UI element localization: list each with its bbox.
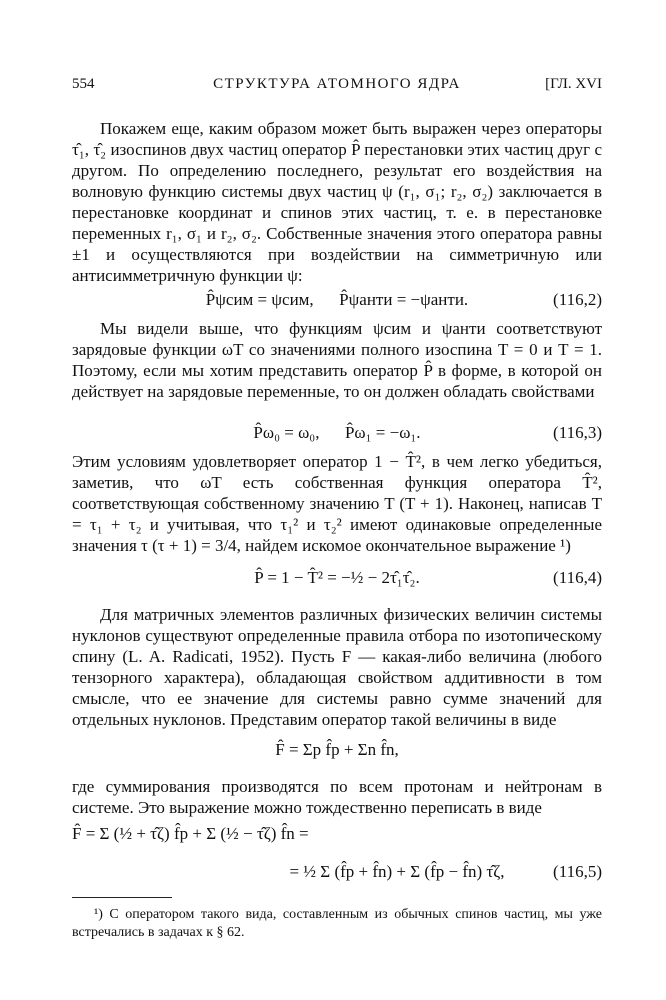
equation-number: (116,2): [553, 290, 602, 309]
equation-number: (116,5): [553, 862, 602, 881]
equation-formula: = ½ Σ (f̂p + f̂n) + Σ (f̂p − f̂n) τ̂ζ,: [289, 862, 505, 881]
equation-116-3: [72, 423, 602, 451]
equation-F-sum: [72, 740, 602, 768]
paragraph-operator-permutation: Покажем еще, каким образом может быть выражен через операторы τ̂₁, τ̂₂ изоспинов двух частиц оператор P̂ перестановки этих частиц друг с другом. По определению последнего, результат его воздействия на волновую функцию системы двух частиц ψ (r₁, σ₁; r₂, σ₂) заключается в перестановке координат и спинов этих частиц, т. е. в перестановке переменных r₁, σ₁ и r₂, σ₂. Собственные значения этого оператора равны ±1 и осуществляются при воздействии на симметричную или антисимметричную функции ψ:: [72, 119, 602, 285]
page-number: 554: [72, 76, 95, 92]
equation-formula: P̂ψсим = ψсим, P̂ψанти = −ψанти.: [205, 290, 469, 309]
paragraph-conditions: Этим условиям удовлетворяет оператор 1 − T̂², в чем легко убедиться, заметив, что ωT есть собственная функция оператора T̂², соответствующая собственному значению T (T + 1). Наконец, написав T = τ₁ + τ₂ и учитывая, что τ₁² и τ₂² имеют одинаковые определенные значения τ (τ + 1) = 3/4, найдем искомое окончательное выражение ¹): [72, 452, 602, 555]
equation-116-4: [72, 568, 602, 596]
equation-number: (116,3): [553, 423, 602, 442]
paragraph-charge-functions: Мы видели выше, что функциям ψсим и ψанти соответствуют зарядовые функции ωT со значениями полного изоспина T = 0 и T = 1. Поэтому, если мы хотим представить оператор P̂ в форме, в которой он действует на зарядовые переменные, то он должен обладать свойствами: [72, 319, 602, 401]
running-title: СТРУКТУРА АТОМНОГО ЯДРА: [213, 76, 461, 92]
chapter-label: [ГЛ. XVI: [545, 76, 602, 92]
equation-116-2: [72, 290, 602, 318]
equation-116-5-line2: [72, 862, 602, 890]
equation-formula: F̂ = Σ (½ + τ̂ζ) f̂p + Σ (½ − τ̂ζ) f̂n =: [72, 824, 309, 843]
equation-formula: P̂ω₀ = ω₀, P̂ω₁ = −ω₁.: [253, 423, 421, 442]
equation-116-5-line1: [72, 824, 602, 852]
equation-formula: P̂ = 1 − T̂² = −½ − 2τ̂₁τ̂₂.: [254, 568, 420, 587]
footnote: ¹) С оператором такого вида, составленным из обычных спинов частиц, мы уже встречались в задачах к § 62.: [72, 907, 602, 940]
equation-formula: F̂ = Σp f̂p + Σn f̂n,: [275, 740, 399, 759]
paragraph-summation: где суммирования производятся по всем протонам и нейтронам в системе. Это выражение можно тождественно переписать в виде: [72, 777, 602, 817]
running-header: [72, 76, 602, 98]
equation-number: (116,4): [553, 568, 602, 587]
footnote-divider: [72, 897, 172, 898]
paragraph-selection-rules: Для матричных элементов различных физических величин системы нуклонов существуют определенные правила отбора по изотопическому спину (L. A. Radicati, 1952). Пусть F — какая-либо величина (любого тензорного характера), обладающая свойством аддитивности в том смысле, что ее значение для системы равно сумме значений для отдельных нуклонов. Представим оператор такой величины в виде: [72, 605, 602, 729]
